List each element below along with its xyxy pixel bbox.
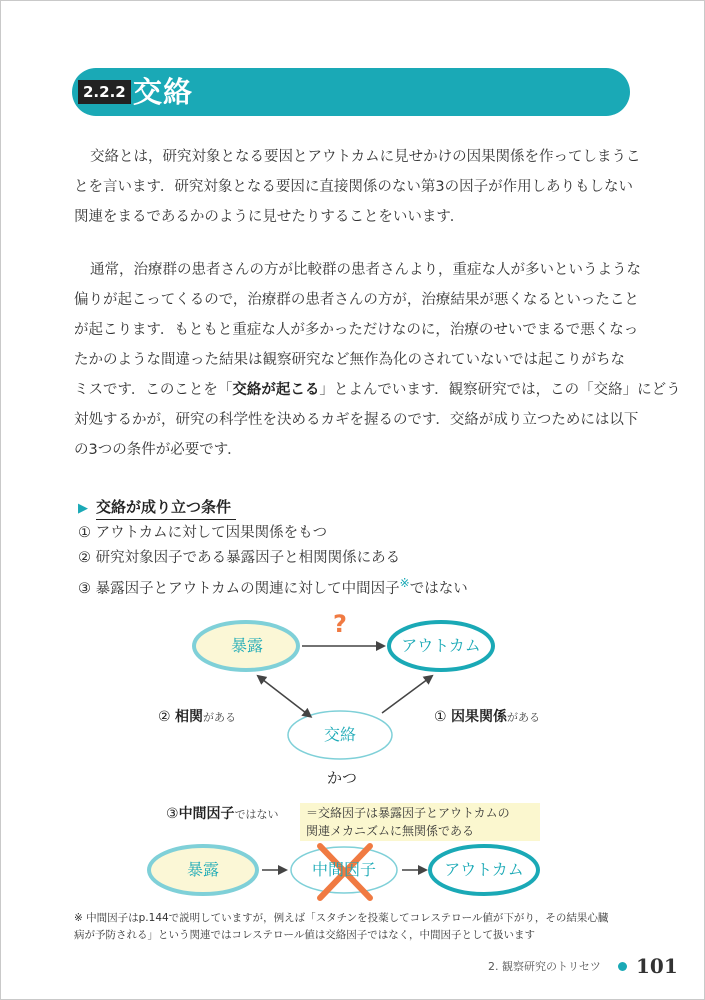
paragraph-line: 関連をまるであるかのように見せたりすることをいいます． xyxy=(74,209,465,225)
footnote-line: ※ 中間因子はp.144で説明していますが，例えば「スタチンを投薬してコレステロール値が下がり，その結果心臓 xyxy=(74,912,609,924)
footer-dot-icon xyxy=(618,962,627,971)
correlation-label xyxy=(158,708,236,727)
page-number: 101 xyxy=(636,954,678,978)
footnote-line: 病が予防される」という関連ではコレステロール値は交絡因子ではなく，中間因子として扱います xyxy=(74,929,536,941)
section-title: 交絡 xyxy=(133,75,194,109)
section-number: 2.2.2 xyxy=(78,80,131,104)
intermediate-label: 中間因子 xyxy=(311,860,376,879)
paragraph-line: とを言います．研究対象となる要因に直接関係のない第3の因子が作用しありもしない xyxy=(74,179,634,195)
paragraph-line: たかのような間違った結果は観察研究など無作為化のされていないでは起こりがちな xyxy=(74,352,625,368)
footnote-marker: ※ xyxy=(399,576,410,590)
condition-item: ① アウトカムに対して因果関係をもつ xyxy=(78,525,328,541)
text-fragment: ③ 暴露因子とアウトカムの関連に対して中間因子 xyxy=(78,580,400,597)
emphasis-term: 中間因子 xyxy=(178,806,235,822)
emphasis-term: 因果関係 xyxy=(451,709,508,725)
text-fragment: ではない xyxy=(409,580,468,597)
text-fragment: ③ xyxy=(166,806,179,822)
exposure-label-2: 暴露 xyxy=(186,860,219,879)
explanation-note xyxy=(300,803,540,841)
note-line: 関連メカニズムに無関係である xyxy=(306,824,475,838)
triangle-bullet-icon: ▶ xyxy=(78,501,88,516)
text-fragment: ミスです．このことを「 xyxy=(74,382,233,398)
footnote xyxy=(74,910,654,944)
text-fragment: 」とよんでいます．観察研究では，この「交絡」にどう xyxy=(319,382,681,398)
emphasis-term: 相関 xyxy=(175,709,204,725)
paragraph-line: の3つの条件が必要です． xyxy=(74,442,242,458)
confounder-label: 交絡 xyxy=(323,725,356,744)
condition-item: ② 研究対象因子である暴露因子と相関関係にある xyxy=(78,550,401,566)
text-fragment: ① xyxy=(434,709,447,725)
paragraph-line: 通常，治療群の患者さんの方が比較群の患者さんより，重症な人が多いというような xyxy=(90,262,641,278)
note-line: ＝交絡因子は暴露因子とアウトカムの xyxy=(306,806,510,820)
emphasis-term: 交絡が起こる xyxy=(232,382,320,398)
footer-section-label: 2. 観察研究のトリセツ xyxy=(488,960,601,973)
causal-label xyxy=(434,708,540,727)
paragraph-line: 対処するかが，研究の科学性を決めるカギを握るのです．交絡が成り立つためには以下 xyxy=(74,412,639,428)
outcome-label-2: アウトカム xyxy=(444,860,524,879)
intermediate-condition-label xyxy=(166,805,279,824)
paragraph-line: 偏りが起こってくるので，治療群の患者さんの方が，治療結果が悪くなるといったこと xyxy=(74,292,639,308)
text-fragment: ② xyxy=(158,709,171,725)
text-fragment: がある xyxy=(507,711,541,724)
causal-arrow xyxy=(382,676,432,713)
text-fragment: がある xyxy=(203,711,237,724)
text-fragment: ではない xyxy=(234,808,279,821)
and-label: かつ xyxy=(327,769,358,787)
paragraph-line: 交絡とは，研究対象となる要因とアウトカムに見せかけの因果関係を作ってしまうこ xyxy=(90,149,641,165)
question-mark: ? xyxy=(333,610,347,638)
conditions-heading-text: 交絡が成り立つ条件 xyxy=(96,498,232,516)
paragraph-line: が起こります．もともと重症な人が多かっただけなのに，治療のせいでまるで悪くなっ xyxy=(74,322,639,338)
outcome-label: アウトカム xyxy=(401,636,481,655)
exposure-label: 暴露 xyxy=(230,636,263,655)
correlation-arrow xyxy=(258,676,306,713)
